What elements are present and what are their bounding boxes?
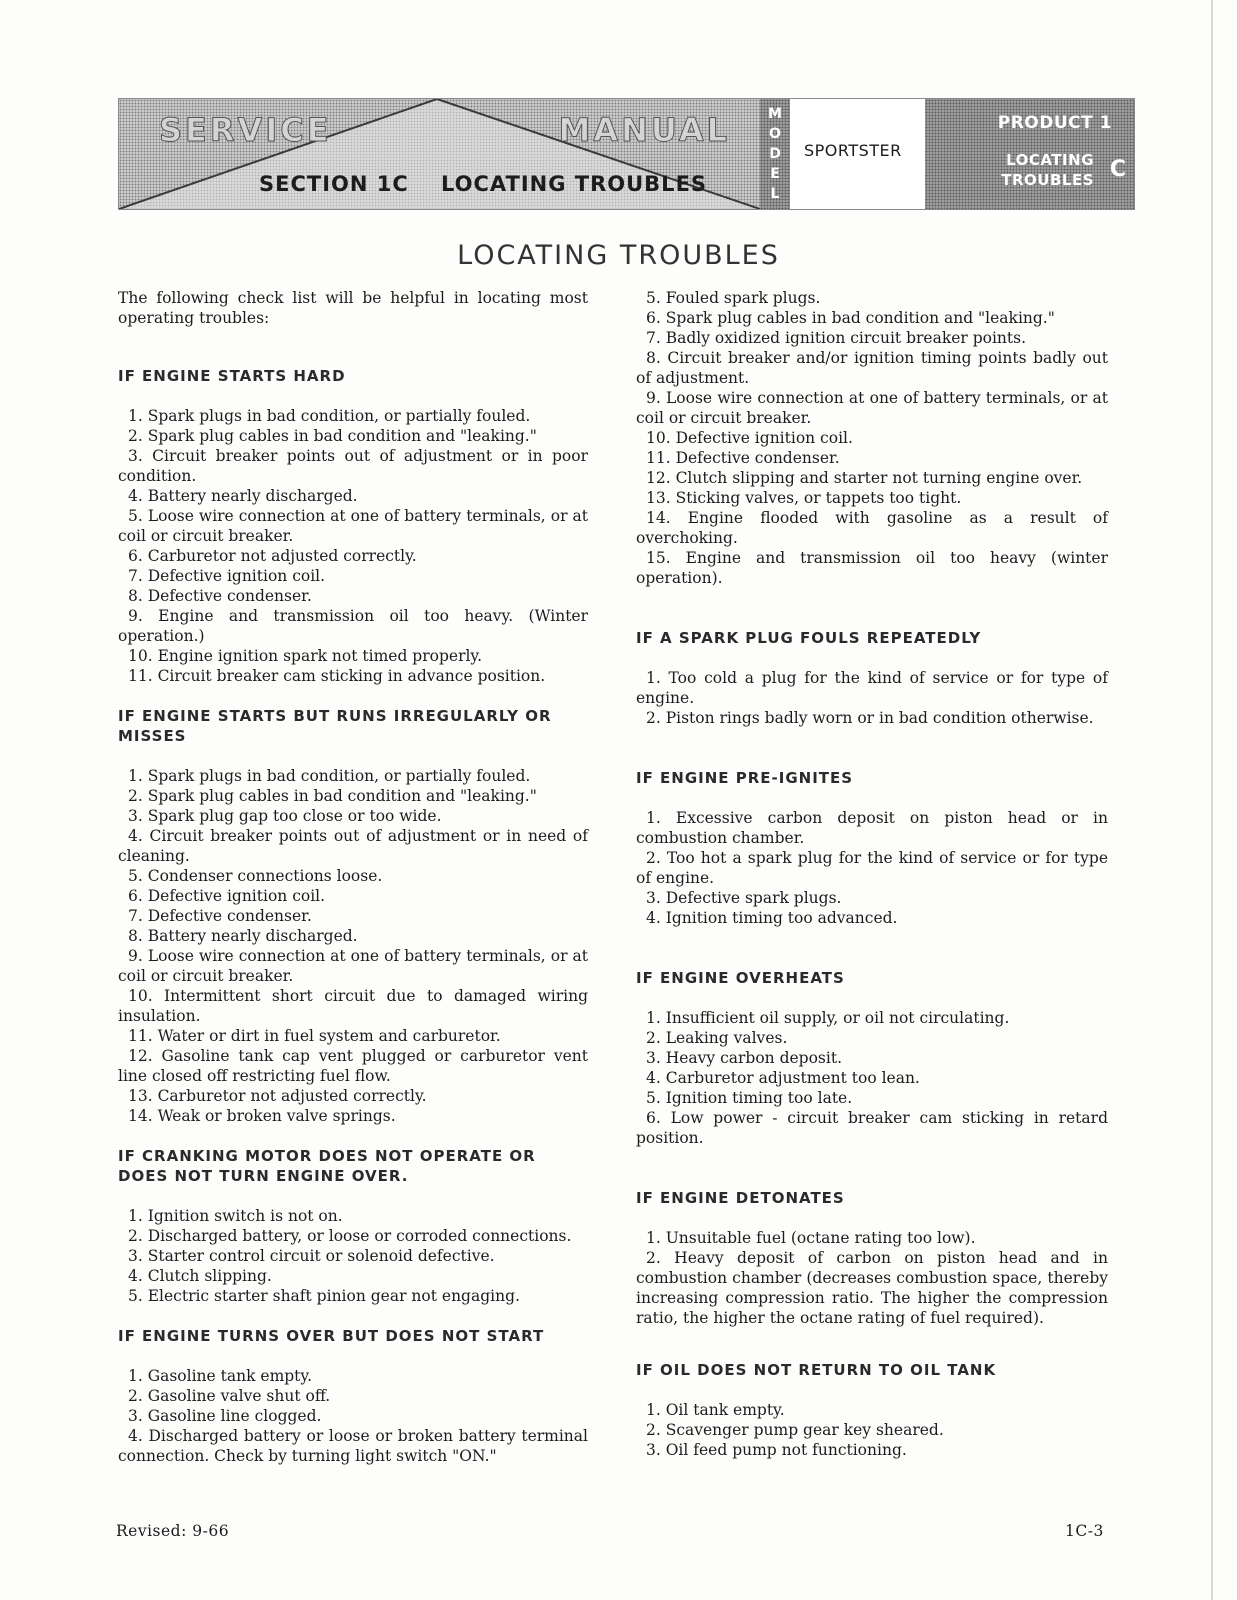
- list-item: 3. Starter control circuit or solenoid defective.: [128, 1247, 495, 1265]
- list-item: 1. Gasoline tank empty.: [128, 1367, 313, 1385]
- list-item: 2. Scavenger pump gear key sheared.: [646, 1421, 944, 1439]
- list-item: 14. Engine flooded with gasoline as a result of overchoking.: [636, 509, 1108, 547]
- list-item: 7. Badly oxidized ignition circuit breaker points.: [646, 329, 1027, 347]
- header-model-strip: [760, 99, 790, 209]
- header-product: PRODUCT 1: [997, 113, 1112, 133]
- list-item: 1. Excessive carbon deposit on piston head or in combustion chamber.: [636, 809, 1108, 847]
- list-item: 14. Weak or broken valve springs.: [128, 1107, 396, 1125]
- list-item: 5. Fouled spark plugs.: [646, 289, 821, 307]
- header-banner: [118, 98, 1135, 210]
- section-heading: IF ENGINE TURNS OVER BUT DOES NOT START: [118, 1327, 545, 1345]
- list-item: 6. Defective ignition coil.: [128, 887, 326, 905]
- list-item: 7. Defective ignition coil.: [128, 567, 326, 585]
- header-locating: LOCATING: [1006, 151, 1094, 169]
- list-item: 5. Electric starter shaft pinion gear not engaging.: [128, 1287, 520, 1305]
- list-item: 4. Circuit breaker points out of adjustment or in need of cleaning.: [118, 827, 588, 865]
- model-letter: O: [769, 126, 781, 142]
- list-item: 2. Piston rings badly worn or in bad condition otherwise.: [646, 709, 1094, 727]
- list-item: 11. Water or dirt in fuel system and carburetor.: [128, 1027, 501, 1045]
- list-item: 9. Engine and transmission oil too heavy. (Winter operation.): [118, 607, 588, 645]
- list-item: 2. Leaking valves.: [646, 1029, 788, 1047]
- list-item: 5. Loose wire connection at one of battery terminals, or at coil or circuit breaker.: [118, 507, 588, 545]
- list-item: 4. Clutch slipping.: [128, 1267, 272, 1285]
- left-column: [118, 288, 588, 1466]
- trouble-section: [118, 706, 588, 1126]
- list-item: 6. Carburetor not adjusted correctly.: [128, 547, 417, 565]
- right-sections: [636, 628, 1108, 1460]
- list-item: 4. Battery nearly discharged.: [128, 487, 358, 505]
- list-item: 1. Too cold a plug for the kind of service or for type of engine.: [636, 669, 1108, 707]
- list-item: 4. Discharged battery or loose or broken battery terminal connection. Check by turning light switch "ON.": [118, 1427, 588, 1465]
- list-item: 2. Spark plug cables in bad condition and "leaking.": [128, 787, 537, 805]
- right-column: [636, 288, 1108, 1460]
- intro-text: The following check list will be helpful in locating most operating troubles:: [118, 289, 588, 327]
- list-item: 10. Intermittent short circuit due to damaged wiring insulation.: [118, 987, 588, 1025]
- left-sections: [118, 366, 588, 1466]
- list-item: 15. Engine and transmission oil too heavy (winter operation).: [636, 549, 1108, 587]
- list-item: 12. Clutch slipping and starter not turning engine over.: [646, 469, 1083, 487]
- list-item: 4. Ignition timing too advanced.: [646, 909, 898, 927]
- list-item: 10. Engine ignition spark not timed properly.: [128, 647, 483, 665]
- list-item: 9. Loose wire connection at one of battery terminals, or at coil or circuit breaker.: [118, 947, 588, 985]
- section-heading: IF ENGINE STARTS HARD: [118, 367, 346, 385]
- list-item: 1. Oil tank empty.: [646, 1401, 785, 1419]
- section-heading: IF OIL DOES NOT RETURN TO OIL TANK: [636, 1361, 997, 1379]
- list-item: 5. Ignition timing too late.: [646, 1089, 853, 1107]
- list-item: 2. Spark plug cables in bad condition and "leaking.": [128, 427, 537, 445]
- list-item: 1. Spark plugs in bad condition, or partially fouled.: [128, 407, 531, 425]
- list-item: 7. Defective condenser.: [128, 907, 312, 925]
- trouble-section: [636, 1360, 1108, 1460]
- list-item: 2. Heavy deposit of carbon on piston head and in combustion chamber (decreases combustion space, thereby increasing compression ratio. The higher the compression ratio, the higher the octane rating of fuel required).: [636, 1249, 1108, 1327]
- list-item: 4. Carburetor adjustment too lean.: [646, 1069, 920, 1087]
- list-item: 8. Battery nearly discharged.: [128, 927, 358, 945]
- continued-list: [636, 288, 1108, 588]
- list-item: 8. Circuit breaker and/or ignition timing points badly out of adjustment.: [636, 349, 1108, 387]
- trouble-section: [636, 628, 1108, 728]
- list-item: 3. Circuit breaker points out of adjustment or in poor condition.: [118, 447, 588, 485]
- list-item: 12. Gasoline tank cap vent plugged or carburetor vent line closed off restricting fuel flow.: [118, 1047, 588, 1085]
- section-heading: IF CRANKING MOTOR DOES NOT OPERATE OR DOES NOT TURN ENGINE OVER.: [118, 1147, 536, 1185]
- list-item: 3. Spark plug gap too close or too wide.: [128, 807, 442, 825]
- trouble-section: [118, 1326, 588, 1466]
- model-letter: E: [770, 166, 780, 182]
- trouble-section: [636, 968, 1108, 1148]
- header-product-panel: [925, 99, 1134, 209]
- trouble-section: [118, 366, 588, 686]
- list-item: 5. Condenser connections loose.: [128, 867, 383, 885]
- list-item: 1. Spark plugs in bad condition, or partially fouled.: [128, 767, 531, 785]
- section-heading: IF A SPARK PLUG FOULS REPEATEDLY: [636, 629, 982, 647]
- list-item: 11. Defective condenser.: [646, 449, 840, 467]
- list-item: 10. Defective ignition coil.: [646, 429, 853, 447]
- page-title: LOCATING TROUBLES: [457, 240, 780, 271]
- list-item: 13. Sticking valves, or tappets too tight.: [646, 489, 962, 507]
- model-letter: M: [768, 106, 782, 122]
- header-model-name: SPORTSTER: [804, 141, 902, 160]
- page-number: 1C-3: [1065, 1522, 1104, 1540]
- header-manual-word: MANUAL: [558, 111, 730, 149]
- list-item: 3. Oil feed pump not functioning.: [646, 1441, 907, 1459]
- trouble-section: [636, 1188, 1108, 1328]
- list-item: 13. Carburetor not adjusted correctly.: [128, 1087, 427, 1105]
- revision-date: Revised: 9-66: [116, 1522, 230, 1540]
- list-item: 1. Unsuitable fuel (octane rating too low).: [646, 1229, 976, 1247]
- list-item: 1. Ignition switch is not on.: [128, 1207, 343, 1225]
- list-item: 6. Low power - circuit breaker cam sticking in retard position.: [636, 1109, 1108, 1147]
- list-item: 2. Discharged battery, or loose or corroded connections.: [128, 1227, 572, 1245]
- section-heading: IF ENGINE STARTS BUT RUNS IRREGULARLY OR MISSES: [118, 707, 552, 745]
- model-letter: D: [769, 146, 781, 162]
- trouble-section: [636, 768, 1108, 928]
- header-section-title: LOCATING TROUBLES: [441, 172, 708, 196]
- section-heading: IF ENGINE DETONATES: [636, 1189, 845, 1207]
- section-heading: IF ENGINE PRE-IGNITES: [636, 769, 854, 787]
- list-item: 1. Insufficient oil supply, or oil not circulating.: [646, 1009, 1010, 1027]
- list-item: 2. Gasoline valve shut off.: [128, 1387, 331, 1405]
- header-section-letter: C: [1109, 157, 1126, 182]
- header-service-word: SERVICE: [159, 111, 332, 149]
- list-item: 3. Gasoline line clogged.: [128, 1407, 322, 1425]
- list-item: 11. Circuit breaker cam sticking in advance position.: [128, 667, 546, 685]
- list-item: 3. Heavy carbon deposit.: [646, 1049, 842, 1067]
- header-title-panel: [119, 99, 760, 209]
- model-letter: L: [770, 186, 780, 202]
- trouble-section: [118, 1146, 588, 1306]
- list-item: 2. Too hot a spark plug for the kind of service or for type of engine.: [636, 849, 1108, 887]
- header-troubles: TROUBLES: [1001, 171, 1094, 189]
- list-item: 8. Defective condenser.: [128, 587, 312, 605]
- section-heading: IF ENGINE OVERHEATS: [636, 969, 845, 987]
- list-item: 3. Defective spark plugs.: [646, 889, 842, 907]
- header-section-label: SECTION 1C: [259, 172, 409, 196]
- list-item: 9. Loose wire connection at one of battery terminals, or at coil or circuit breaker.: [636, 389, 1108, 427]
- list-item: 6. Spark plug cables in bad condition and "leaking.": [646, 309, 1055, 327]
